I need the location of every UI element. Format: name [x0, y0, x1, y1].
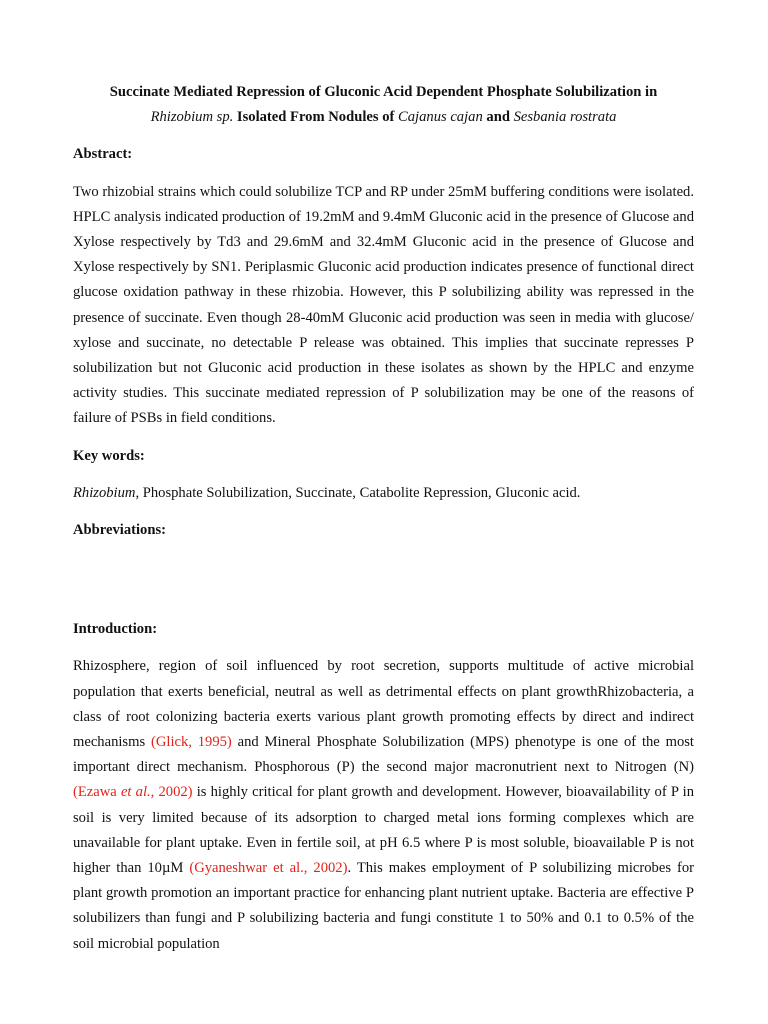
title-line-1: Succinate Mediated Repression of Gluconic Acid Dependent Phosphate Solubilization in [109, 84, 658, 100]
introduction-text: Rhizosphere, region of soil influenced by root secretion, supports multitude of active microbial population that exerts beneficial, neutral as well as detrimental effects on plant growthRhizobacteria, a class of root colonizing bacteria exerts various plant growth promoting effects by direct and indirect mechanisms (Glick, 1995) and Mineral Phosphate Solubilization (MPS) phenotype is one of the most important direct mechanism. Phosphorous (P) the second major macronutrient next to Nitrogen (N) (Ezawa et al., 2002) is highly critical for plant growth and development. However, bioavailability of P in soil is very limited because of its adsorption to charged metal ions forming complexes which are unavailable for plant uptake. Even in fertile soil, at pH 6.5 where P is most soluble, bioavailable P is not higher than 10µM (Gyaneshwar et al., 2002). This makes employment of P solubilizing microbes for plant growth promotion an important practice for enhancing plant nutrient uptake. Bacteria are effective P solubilizers than fungi and P solubilizing bacteria and fungi constitute 1 to 50% and 0.1 to 0.5% of the soil microbial population [73, 658, 694, 952]
abstract-text: Two rhizobial strains which could solubilize TCP and RP under 25mM buffering conditions were isolated. HPLC analysis indicated production of 19.2mM and 9.4mM Gluconic acid in the presence of Glucose and Xylose respectively by Td3 and 29.6mM and 32.4mM Gluconic acid in the presence of Glucose and Xylose respectively by SN1. Periplasmic Gluconic acid production indicates presence of functional direct glucose oxidation pathway in these rhizobia. However, this P solubilizing ability was repressed in the presence of succinate. Even though 28-40mM Gluconic acid production was seen in media with glucose/ xylose and succinate, no detectable P release was obtained. This implies that succinate represses P solubilization but not Gluconic acid production in these isolates as shown by the HPLC and enzyme activity studies. This succinate mediated repression of P solubilization may be one of the reasons of failure of PSBs in field conditions. [73, 183, 694, 427]
title-and: and [486, 109, 510, 126]
citation-ezawa[interactable]: (Ezawa et al., 2002) [73, 784, 193, 801]
paper-title [73, 80, 694, 130]
abbreviations-heading: Abbreviations: [73, 522, 166, 539]
abstract-heading: Abstract: [73, 146, 133, 163]
introduction-heading: Introduction: [73, 621, 158, 638]
title-host-1: Cajanus cajan [398, 109, 483, 126]
keywords-rest: , Phosphate Solubilization, Succinate, Catabolite Repression, Gluconic acid. [135, 484, 581, 501]
citation-glick[interactable]: (Glick, 1995) [150, 734, 232, 751]
keyword-rhizobium: Rhizobium [73, 484, 136, 501]
keywords-heading: Key words: [73, 447, 145, 464]
citation-gyaneshwar[interactable]: (Gyaneshwar et al., 2002) [189, 860, 348, 877]
title-host-2: Sesbania rostrata [513, 109, 617, 126]
title-genus: Rhizobium sp. [150, 109, 234, 126]
title-middle: Isolated From Nodules of [236, 109, 395, 126]
document-page [73, 80, 694, 957]
keywords-text [73, 481, 694, 506]
